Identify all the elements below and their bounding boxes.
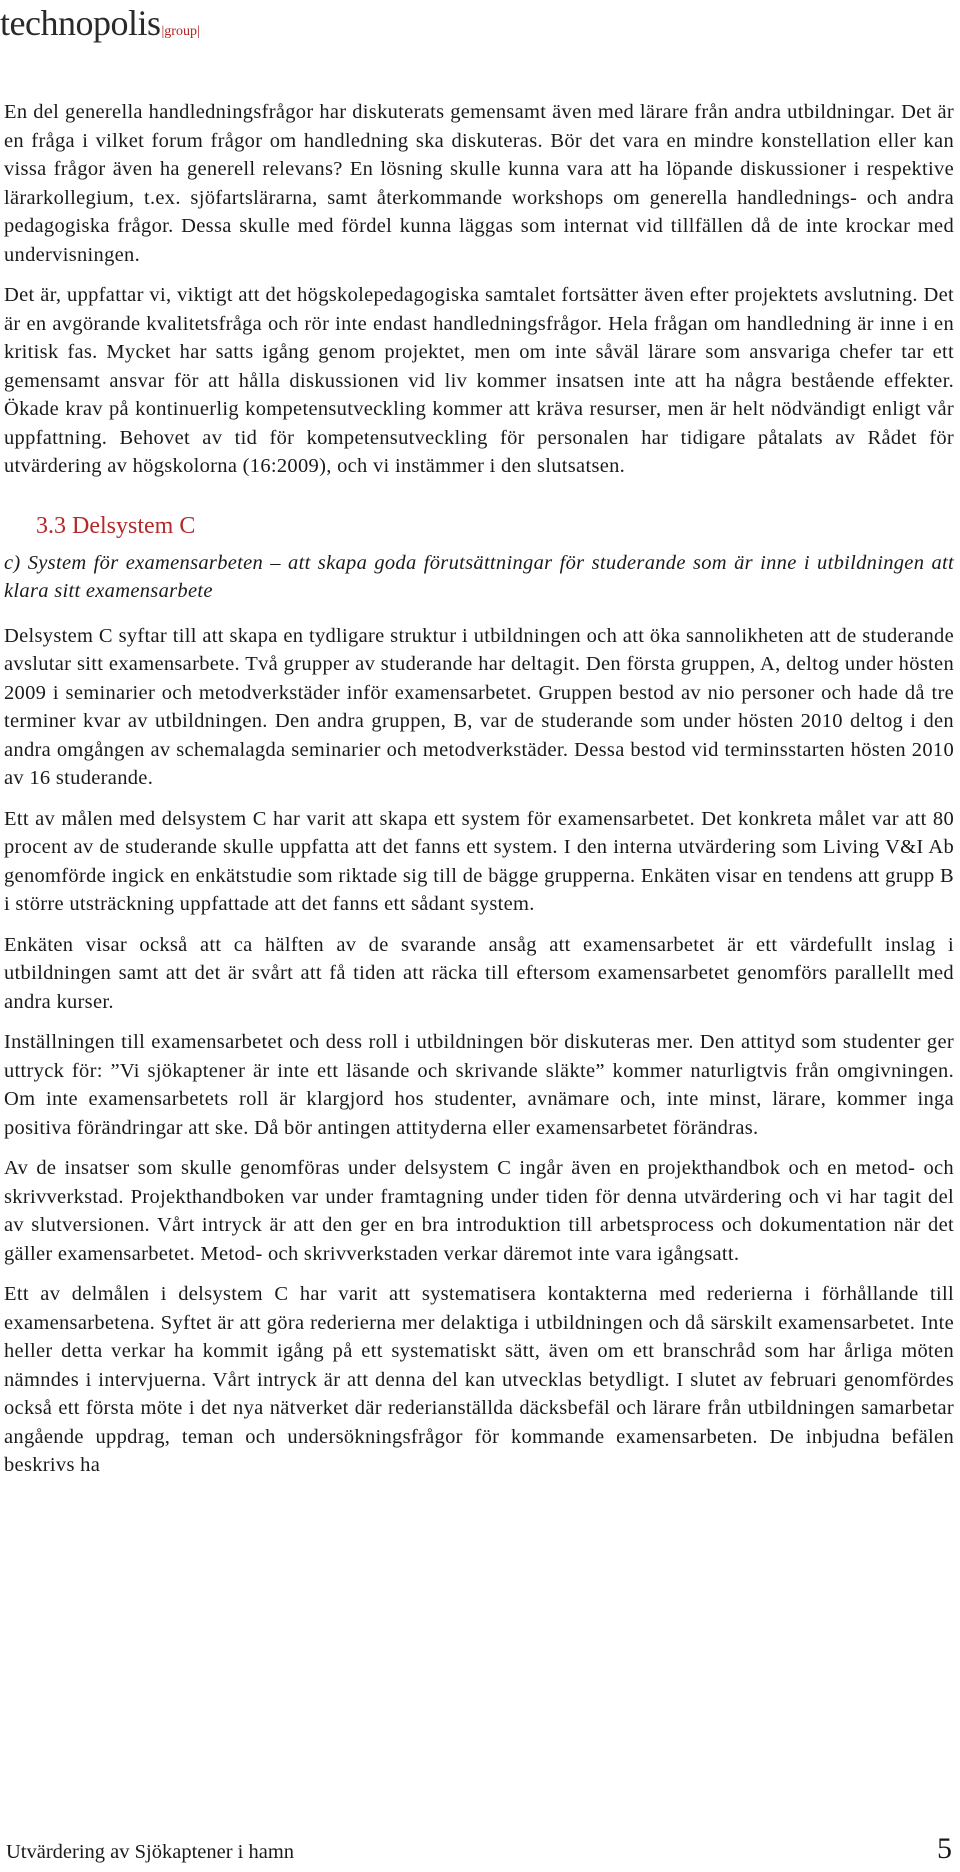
- logo-group-text: |group|: [161, 24, 200, 39]
- page-footer: [6, 1832, 952, 1866]
- header-logo: [0, 2, 200, 46]
- page-number: 5: [937, 1832, 952, 1865]
- paragraph: Det är, uppfattar vi, viktigt att det högskolepedagogiska samtalet fortsätter även efter projektets avslutning. Det är en avgörande kvalitetsfråga och rör inte endast handledningsfrågor. Hela frågan om handledning är inne i en kritisk fas. Mycket har satts igång genom projektet, men om inte såväl lärare som ansvariga chefer tar ett gemensamt ansvar för att hålla diskussionen vid liv kommer insatsen inte att ha några bestående effekter. Ökade krav på kontinuerlig kompetensutveckling kommer att kräva resurser, men är helt nödvändigt enligt vår uppfattning. Behovet av tid för kompetensutveckling för personalen har tidigare påtalats av Rådet för utvärdering av högskolorna (16:2009), och vi instämmer i den slutsatsen.: [4, 284, 954, 477]
- paragraph: Inställningen till examensarbetet och dess roll i utbildningen bör diskuteras mer. Den attityd som studenter ger uttryck för: ”Vi sjökaptener är inte ett läsande och skrivande släkte” kommer naturligtvis från omgivningen. Om inte examensarbetets roll är klargjord hos studenter, avnämare och, inte minst, lärare, kommer inga positiva förändringar att ske. Då bör antingen attityderna eller examensarbetet förändras.: [4, 1031, 954, 1139]
- section-heading: 3.3 Delsystem C: [36, 512, 196, 539]
- paragraph: Delsystem C syftar till att skapa en tydligare struktur i utbildningen och att öka sannolikheten att de studerande avslutar sitt examensarbete. Två grupper av studerande har deltagit. Den första gruppen, A, deltog under hösten 2009 i seminarier och metodverkstäder inför examensarbetet. Gruppen bestod av nio personer och hade då tre terminer kvar av utbildningen. Den andra gruppen, B, var de studerande som under hösten 2010 deltog i den andra omgången av schemalagda seminarier och metodverkstäder. Dessa bestod vid terminsstarten hösten 2010 av 16 studerande.: [4, 624, 954, 789]
- paragraph: Ett av delmålen i delsystem C har varit att systematisera kontakterna med rederierna i förhållande till examensarbetena. Syftet är att göra rederierna mer delaktiga i utbildningen och då särskilt examensarbetet. Inte heller detta verkar ha kommit igång på ett systematiskt sätt, även om ett branschråd som har årliga möten nämndes i intervjuerna. Vårt intryck är att denna del kan utvecklas betydligt. I slutet av februari genomfördes också ett första möte i det nya nätverket där rederianställda däcksbefäl och lärare från utbildningen samarbetar angående uppdrag, teman och undersökningsfrågor för kommande examensarbeten. De inbjudna befälen beskrivs ha: [4, 1283, 954, 1476]
- paragraph: Ett av målen med delsystem C har varit att skapa ett system för examensarbetet. Det konkreta målet var att 80 procent av de studerande skulle uppfatta att det fanns ett system. I den interna utvärdering som Living V&I Ab genomförde ingick en enkätstudie som riktade sig till de bägge grupperna. Enkäten visar en tendens att grupp B i större utsträckning uppfattade att det fanns ett sådant system.: [4, 807, 954, 915]
- paragraph: Av de insatser som skulle genomföras under delsystem C ingår även en projekthandbok och en metod- och skrivverkstad. Projekthandboken var under framtagning under tiden för denna utvärdering och vi har tagit del av slutversionen. Vårt intryck är att den ger en bra introduktion till arbetsprocess och dokumentation när det gäller examensarbetet. Metod- och skrivverkstaden verkar däremot inte vara igångsatt.: [4, 1157, 954, 1265]
- footer-title: Utvärdering av Sjökaptener i hamn: [6, 1841, 295, 1863]
- section-subtitle: c) System för examensarbeten – att skapa goda förutsättningar för studerande som är inne i utbildningen att klara sitt examensarbete: [4, 551, 954, 602]
- document-body: [4, 98, 954, 1492]
- logo-text: technopolis: [0, 3, 161, 43]
- paragraph: Enkäten visar också att ca hälften av de svarande ansåg att examensarbetet är ett värdefullt inslag i utbildningen samt att det är svårt att få tiden att räcka till eftersom examensarbetet genomförs parallellt med andra kurser.: [4, 933, 954, 1013]
- paragraph: En del generella handledningsfrågor har diskuterats gemensamt även med lärare från andra utbildningar. Det är en fråga i vilket forum frågor om handledning ska diskuteras. Bör det vara en mindre konstellation eller kan vissa frågor även ha generell relevans? En lösning skulle kunna vara att ha löpande diskussioner i respektive lärarkollegium, t.ex. sjöfartslärarna, samt återkommande workshops om generella handlednings- och andra pedagogiska frågor. Dessa skulle med fördel kunna läggas som internat vid tillfällen då de inte krockar med undervisningen.: [4, 101, 954, 266]
